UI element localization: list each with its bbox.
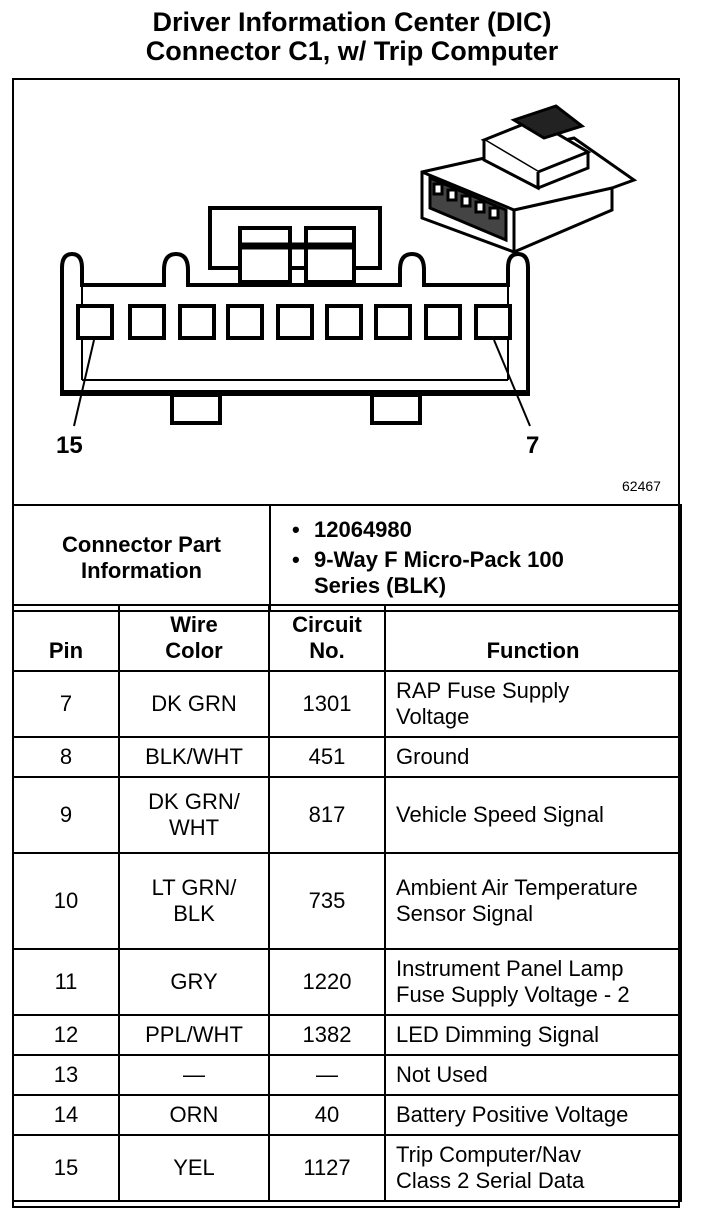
table-row	[13, 737, 681, 777]
connector-3d-icon	[422, 106, 634, 252]
wire-color-cell: YEL	[119, 1135, 269, 1201]
pin-cell: 11	[13, 949, 119, 1015]
circuit-cell: 817	[269, 777, 385, 853]
connector-diagram	[14, 80, 678, 502]
wire-color-cell: BLK/WHT	[119, 737, 269, 777]
wire-color-cell: ORN	[119, 1095, 269, 1135]
pin-table	[12, 604, 682, 1202]
function-cell: Instrument Panel Lamp Fuse Supply Voltage - 2	[385, 949, 681, 1015]
connector-info-values	[270, 505, 681, 611]
wire-color-cell: PPL/WHT	[119, 1015, 269, 1055]
table-row	[13, 853, 681, 949]
wire-color-cell: DK GRN/ WHT	[119, 777, 269, 853]
function-header: Function	[385, 605, 681, 671]
circuit-cell: 1382	[269, 1015, 385, 1055]
function-cell: Not Used	[385, 1055, 681, 1095]
wire-color-cell: DK GRN	[119, 671, 269, 737]
connector-info-table	[12, 504, 682, 612]
pin-7-callout: 7	[526, 432, 540, 459]
table-row	[13, 1055, 681, 1095]
pin-cell: 7	[13, 671, 119, 737]
circuit-header: Circuit No.	[269, 605, 385, 671]
table-row	[13, 1015, 681, 1055]
wire-color-cell: GRY	[119, 949, 269, 1015]
function-cell: RAP Fuse Supply Voltage	[385, 671, 681, 737]
connector-info-label: Connector Part Information	[13, 505, 270, 611]
circuit-cell: 451	[269, 737, 385, 777]
circuit-cell: 1127	[269, 1135, 385, 1201]
page-title	[0, 8, 704, 66]
pin-15-callout: 15	[56, 432, 83, 459]
title-line-2: Connector C1, w/ Trip Computer	[145, 36, 559, 66]
title-line-1: Driver Information Center (DIC)	[152, 7, 552, 37]
function-cell: Battery Positive Voltage	[385, 1095, 681, 1135]
function-cell: Ambient Air Temperature Sensor Signal	[385, 853, 681, 949]
pin-cell: 14	[13, 1095, 119, 1135]
part-number: • 12064980	[314, 517, 679, 543]
circuit-cell: 40	[269, 1095, 385, 1135]
circuit-cell: 735	[269, 853, 385, 949]
table-row	[13, 1135, 681, 1201]
circuit-cell: —	[269, 1055, 385, 1095]
table-row	[13, 777, 681, 853]
connector-type: • 9-Way F Micro-Pack 100 Series (BLK)	[314, 547, 574, 599]
pin-cell: 10	[13, 853, 119, 949]
pin-cell: 15	[13, 1135, 119, 1201]
function-cell: Trip Computer/Nav Class 2 Serial Data	[385, 1135, 681, 1201]
table-row	[13, 949, 681, 1015]
connector-face-icon	[60, 208, 530, 426]
circuit-cell: 1301	[269, 671, 385, 737]
function-cell: Ground	[385, 737, 681, 777]
circuit-cell: 1220	[269, 949, 385, 1015]
figure-number: 62467	[622, 478, 661, 494]
table-row	[13, 671, 681, 737]
wire-color-cell: —	[119, 1055, 269, 1095]
pin-cell: 8	[13, 737, 119, 777]
wire-color-cell: LT GRN/ BLK	[119, 853, 269, 949]
wire-color-header: Wire Color	[119, 605, 269, 671]
pin-cell: 9	[13, 777, 119, 853]
pin-cell: 12	[13, 1015, 119, 1055]
function-cell: LED Dimming Signal	[385, 1015, 681, 1055]
function-cell: Vehicle Speed Signal	[385, 777, 681, 853]
table-row	[13, 1095, 681, 1135]
pin-cell: 13	[13, 1055, 119, 1095]
pin-header: Pin	[13, 605, 119, 671]
